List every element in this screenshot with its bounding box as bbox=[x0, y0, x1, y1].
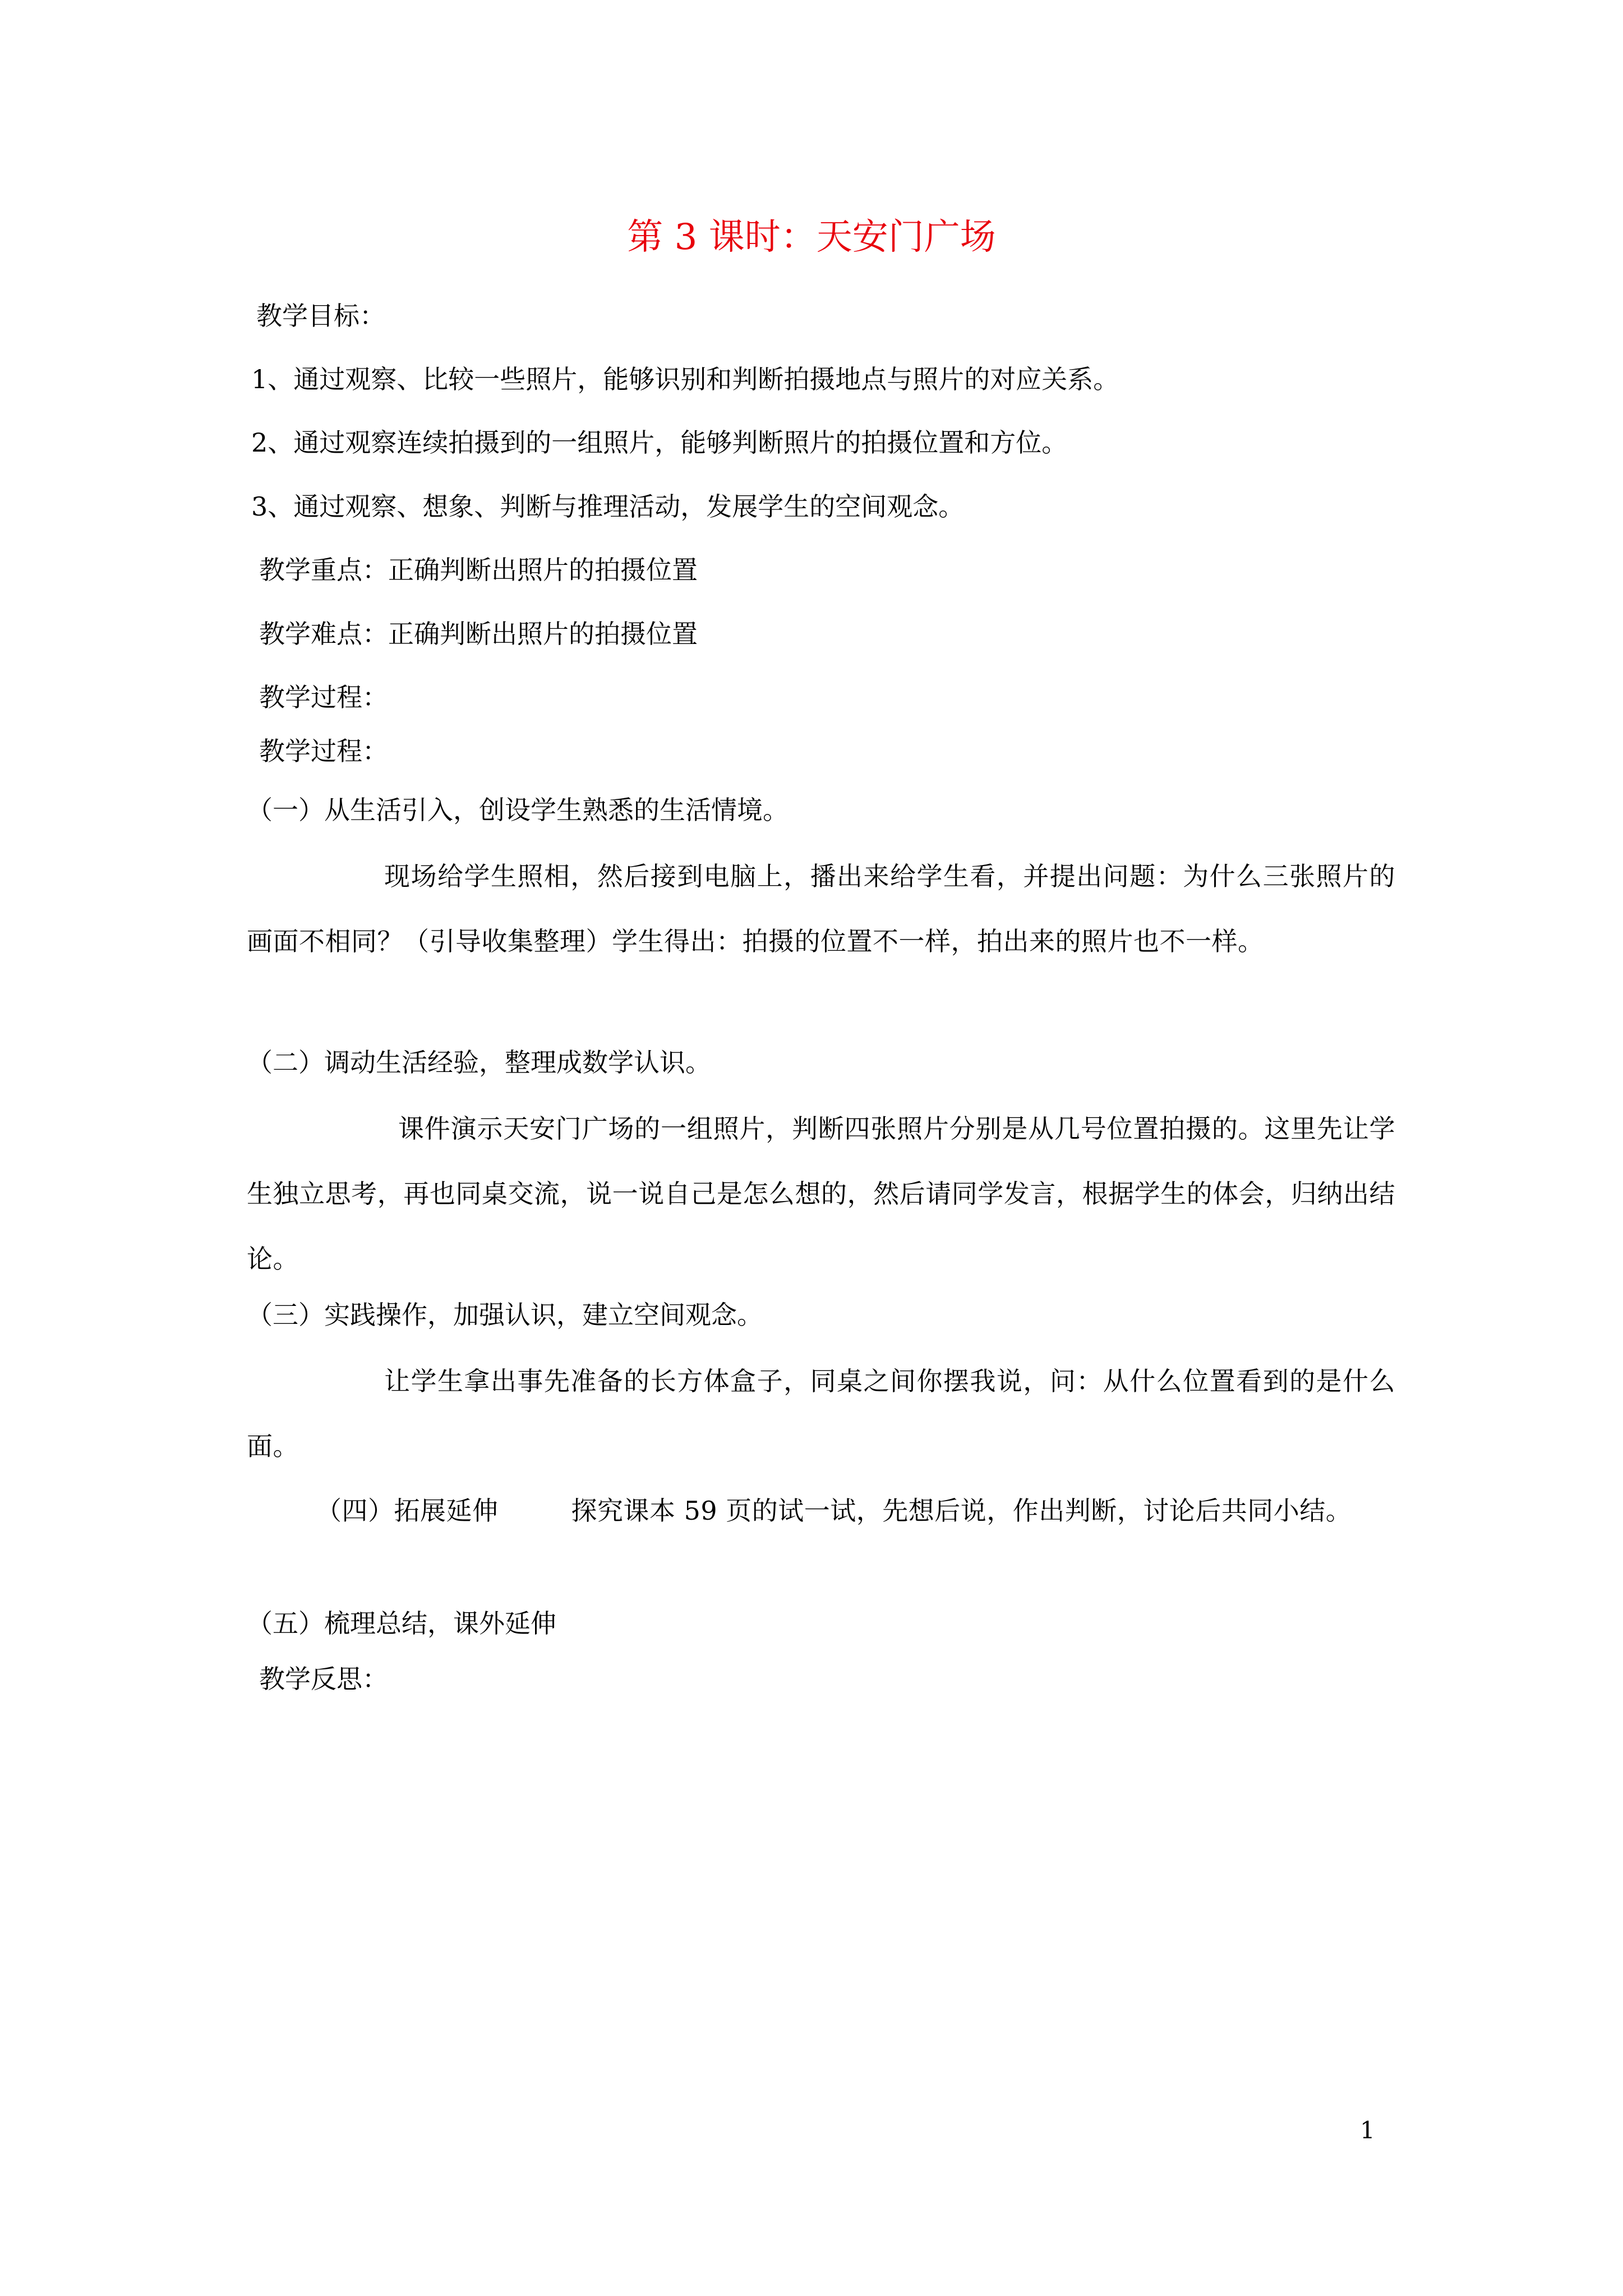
section-2-heading: （二）调动生活经验，整理成数学认识。 bbox=[247, 1047, 711, 1078]
section-1-body bbox=[247, 844, 1395, 974]
objectives-heading: 教学目标： bbox=[256, 301, 385, 331]
section-4-body: 探究课本 59 页的试一试，先想后说，作出判断，讨论后共同小结。 bbox=[571, 1496, 1352, 1526]
section-3-text: 让学生拿出事先准备的长方体盒子，同桌之间你摆我说，问：从什么位置看到的是什么面。 bbox=[247, 1366, 1395, 1461]
difficult-point: 教学难点：正确判断出照片的拍摄位置 bbox=[259, 619, 698, 649]
section-5-heading: （五）梳理总结，课外延伸 bbox=[247, 1608, 556, 1639]
document-title: 第 3 课时：天安门广场 bbox=[627, 217, 996, 258]
process-heading: 教学过程： bbox=[259, 682, 388, 712]
section-3-body bbox=[247, 1349, 1395, 1479]
objective-item-2: 2、通过观察连续拍摄到的一组照片，能够判断照片的拍摄位置和方位。 bbox=[251, 427, 1068, 458]
section-3-heading: （三）实践操作，加强认识，建立空间观念。 bbox=[247, 1300, 763, 1330]
objective-item-3: 3、通过观察、想象、判断与推理活动，发展学生的空间观念。 bbox=[251, 491, 965, 522]
section-4-block bbox=[247, 1478, 1395, 1543]
section-1-heading: （一）从生活引入，创设学生熟悉的生活情境。 bbox=[247, 795, 789, 825]
key-point: 教学重点：正确判断出照片的拍摄位置 bbox=[259, 555, 698, 585]
section-1-text: 现场给学生照相，然后接到电脑上，播出来给学生看，并提出问题：为什么三张照片的画面不相同？（引导收集整理）学生得出：拍摄的位置不一样，拍出来的照片也不一样。 bbox=[247, 861, 1395, 956]
process-heading-repeat: 教学过程： bbox=[259, 736, 388, 766]
reflection-heading: 教学反思： bbox=[259, 1664, 388, 1694]
objective-item-1: 1、通过观察、比较一些照片，能够识别和判断拍摄地点与照片的对应关系。 bbox=[251, 364, 1119, 394]
section-2-text: 课件演示天安门广场的一组照片，判断四张照片分别是从几号位置拍摄的。这里先让学生独立思考，再也同桌交流，说一说自己是怎么想的，然后请同学发言，根据学生的体会，归纳出结论。 bbox=[247, 1114, 1395, 1274]
section-2-body bbox=[247, 1096, 1395, 1291]
section-4-text bbox=[247, 1478, 1395, 1543]
section-4-heading: （四）拓展延伸 bbox=[316, 1496, 499, 1526]
page-number: 1 bbox=[1360, 2116, 1375, 2144]
